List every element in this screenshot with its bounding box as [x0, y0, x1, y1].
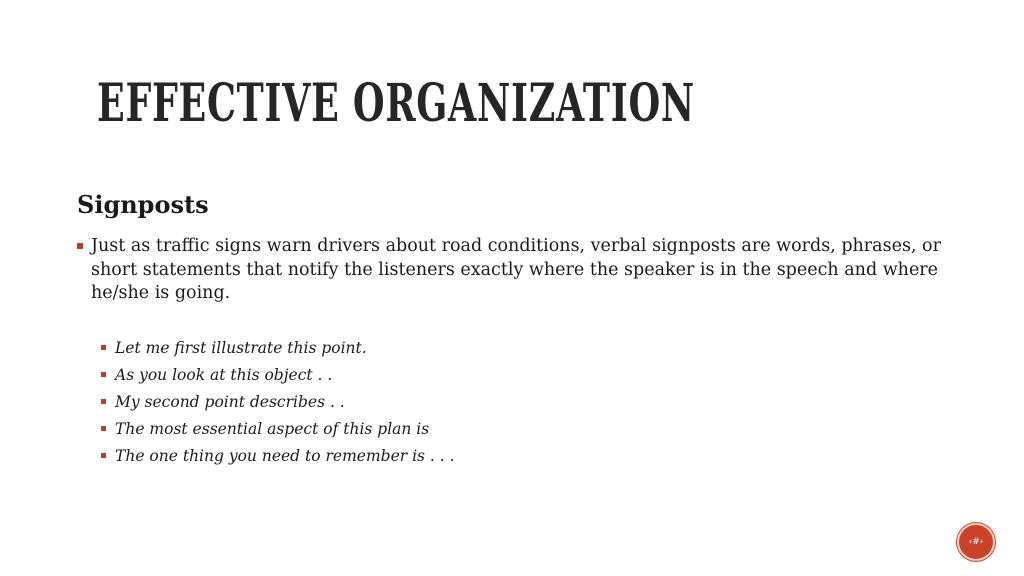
example-text: My second point describes . . — [115, 392, 345, 411]
main-bullet-item — [77, 235, 957, 306]
square-bullet-icon — [101, 345, 106, 350]
list-item — [101, 388, 455, 415]
example-text: The one thing you need to remember is . . . — [115, 446, 455, 465]
list-item — [101, 361, 455, 388]
square-bullet-icon — [101, 426, 106, 431]
example-text: The most essential aspect of this plan is — [115, 419, 430, 438]
signpost-examples-list — [101, 334, 455, 469]
subheading: Signposts — [77, 190, 209, 219]
main-bullet-text: Just as traffic signs warn drivers about road conditions, verbal signposts are words, phrases, or short statements that notify the listeners exactly where the speaker is in the speech and where he/she is going. — [91, 236, 941, 303]
list-item — [101, 334, 455, 361]
square-bullet-icon — [101, 372, 106, 377]
list-item — [101, 442, 455, 469]
slide-title: EFFECTIVE ORGANIZATION — [97, 73, 695, 134]
square-bullet-icon — [101, 453, 106, 458]
example-text: Let me first illustrate this point. — [115, 338, 367, 357]
example-text: As you look at this object . . — [115, 365, 333, 384]
list-item — [101, 415, 455, 442]
slide-number-badge: ‹#› — [957, 523, 995, 561]
square-bullet-icon — [77, 243, 83, 249]
square-bullet-icon — [101, 399, 106, 404]
